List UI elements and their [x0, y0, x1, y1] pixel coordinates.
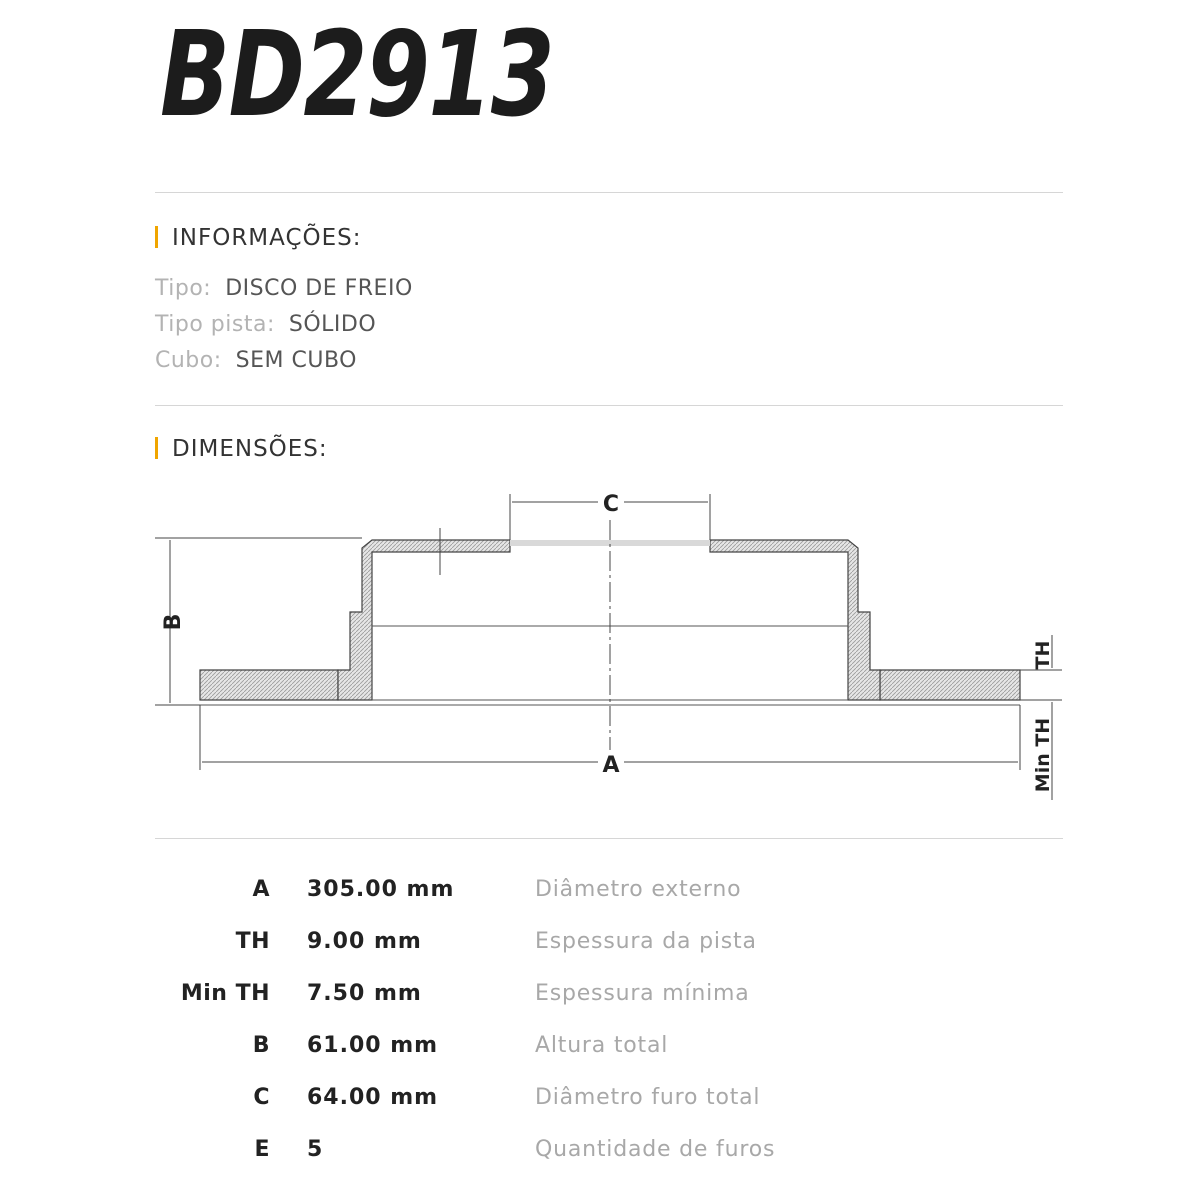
label-a: A — [602, 753, 620, 778]
dimensions-section-title — [155, 436, 328, 462]
brake-disc-diagram — [0, 470, 1200, 820]
info-value: DISCO DE FREIO — [225, 276, 413, 301]
divider-top — [155, 192, 1063, 193]
dimension-key: C — [253, 1085, 270, 1110]
accent-bar — [155, 226, 158, 248]
dimension-description: Espessura mínima — [535, 981, 750, 1006]
info-title-text: INFORMAÇÕES: — [172, 225, 362, 251]
info-row-tipo — [155, 276, 413, 301]
dimension-value: 5 — [307, 1137, 324, 1162]
dimension-value: 305.00 mm — [307, 877, 455, 902]
dimension-description: Diâmetro externo — [535, 877, 742, 902]
dimension-description: Espessura da pista — [535, 929, 757, 954]
dimension-row — [0, 1085, 1200, 1125]
info-value: SEM CUBO — [235, 348, 357, 373]
info-row-cubo — [155, 348, 357, 373]
dimension-description: Quantidade de furos — [535, 1137, 776, 1162]
dimension-key: TH — [235, 929, 270, 954]
divider-bottom — [155, 838, 1063, 839]
dimension-key: A — [252, 877, 270, 902]
dimension-value: 61.00 mm — [307, 1033, 439, 1058]
dimension-description: Diâmetro furo total — [535, 1085, 761, 1110]
info-row-tipo-pista — [155, 312, 376, 337]
dimension-row — [0, 877, 1200, 917]
accent-bar — [155, 437, 158, 459]
dimension-row — [0, 1137, 1200, 1177]
divider-middle — [155, 405, 1063, 406]
dimension-row — [0, 981, 1200, 1021]
dimension-value: 64.00 mm — [307, 1085, 439, 1110]
dimension-value: 9.00 mm — [307, 929, 422, 954]
dimension-row — [0, 1033, 1200, 1073]
dimension-value: 7.50 mm — [307, 981, 422, 1006]
info-label: Tipo pista: — [155, 312, 275, 337]
label-th: TH — [1032, 640, 1054, 670]
dimension-key: B — [252, 1033, 270, 1058]
label-c: C — [602, 492, 620, 517]
product-code-title: BD2913 — [160, 5, 554, 143]
dimension-labels — [161, 492, 1054, 792]
dimension-key: Min TH — [180, 981, 270, 1006]
dimensions-title-text: DIMENSÕES: — [172, 436, 328, 462]
info-label: Cubo: — [155, 348, 222, 373]
info-section-title — [155, 225, 362, 251]
label-min-th: Min TH — [1032, 717, 1054, 793]
dimension-key: E — [254, 1137, 270, 1162]
info-value: SÓLIDO — [288, 312, 377, 337]
label-b: B — [161, 613, 186, 631]
info-label: Tipo: — [155, 276, 212, 301]
dimension-description: Altura total — [535, 1033, 669, 1058]
dimension-row — [0, 929, 1200, 969]
